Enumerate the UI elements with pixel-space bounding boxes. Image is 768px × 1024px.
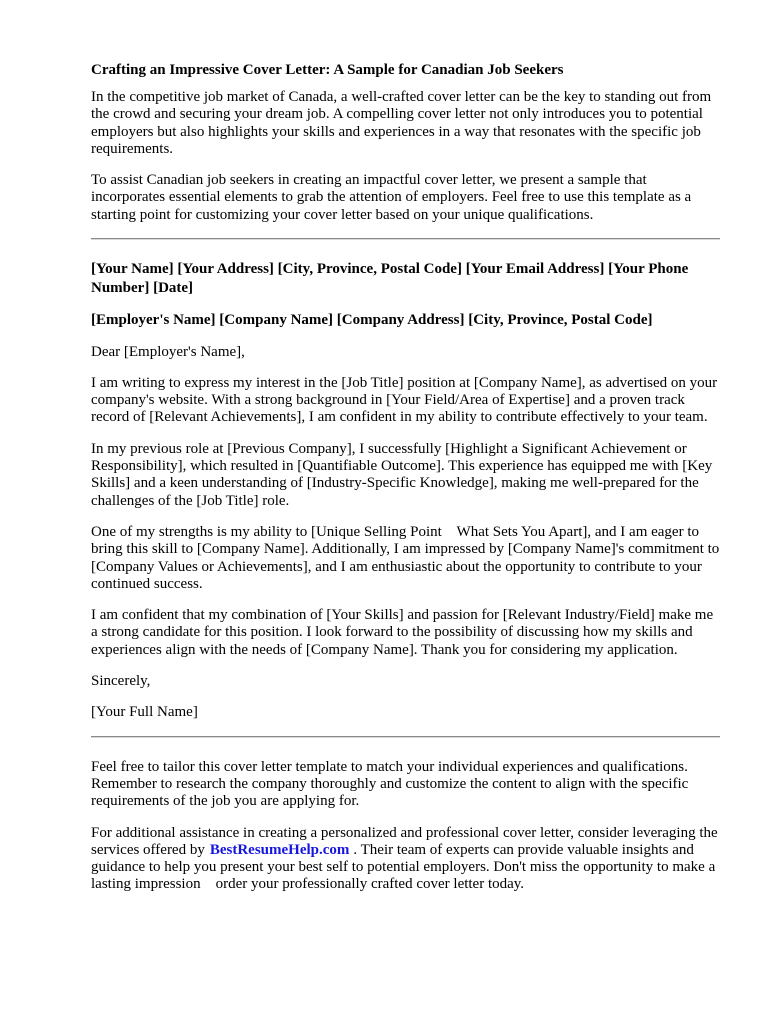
letter-paragraph-3: One of my strengths is my ability to [Unique Selling Point What Sets You Apart], and I am eager to bring this skill to [Company Name]. Additionally, I am impressed by [Company Name]'s commitment to [Company Values or Achievements], and I am enthusiastic about the opportunity to contribute to your continued success.: [91, 523, 724, 592]
section-divider-top: [91, 238, 720, 240]
sender-header: [Your Name] [Your Address] [City, Province, Postal Code] [Your Email Address] [Your Phone Number] [Date]: [91, 261, 689, 296]
signature: [Your Full Name]: [91, 704, 198, 721]
bestresumehelp-link[interactable]: BestResumeHelp.com: [209, 841, 350, 858]
intro-paragraph-2: To assist Canadian job seekers in creating an impactful cover letter, we present a sample that incorporates essential elements to grab the attention of employers. Feel free to use this template as a starting point for customizing your cover letter based on your unique qualifications.: [91, 172, 692, 223]
outro-paragraph-1: Feel free to tailor this cover letter template to match your individual experiences and qualifications. Remember to research the company thoroughly and customize the content to align with the specific requirements of the job you are applying for.: [91, 758, 689, 810]
letter-paragraph-1: I am writing to express my interest in the [Job Title] position at [Company Name], as advertised on your company's website. With a strong background in [Your Field/Area of Expertise] and a proven track record of [Relevant Achievements], I am confident in my ability to contribute effectively to your team.: [91, 374, 718, 426]
recipient-header: [Employer's Name] [Company Name] [Company Address] [City, Province, Postal Code]: [91, 312, 653, 329]
section-divider-bottom: [91, 736, 720, 738]
letter-paragraph-4: I am confident that my combination of [Your Skills] and passion for [Relevant Industry/Field] make me a strong candidate for this position. I look forward to the possibility of discussing how my skills and experiences align with the needs of [Company Name]. Thank you for considering my application.: [91, 607, 714, 658]
salutation: Dear [Employer's Name],: [91, 343, 245, 360]
outro-text-after-link: . Their team of experts can provide valuable insights and guidance to help you present your best self to potential employers. Don't miss the opportunity to make a lasting impression order your professionally crafted cover letter today.: [91, 841, 719, 893]
intro-paragraph-1: In the competitive job market of Canada, a well-crafted cover letter can be the key to standing out from the crowd and securing your dream job. A compelling cover letter not only introduces you to potential employers but also highlights your skills and experiences in a way that resonates with the specific job requirements.: [91, 89, 712, 157]
letter-paragraph-2: In my previous role at [Previous Company], I successfully [Highlight a Significant Achievement or Responsibility], which resulted in [Quantifiable Outcome]. This experience has equipped me with [Key Skills] and a keen understanding of [Industry-Specific Knowledge], making me well-prepared for the challenges of the [Job Title] role.: [91, 440, 713, 509]
document-title: Crafting an Impressive Cover Letter: A Sample for Canadian Job Seekers: [91, 62, 564, 78]
outro-paragraph-2: [91, 825, 722, 894]
closing: Sincerely,: [91, 673, 151, 690]
outro-text-before-link: For additional assistance in creating a personalized and professional cover letter, consider leveraging the services offered by: [91, 824, 722, 858]
